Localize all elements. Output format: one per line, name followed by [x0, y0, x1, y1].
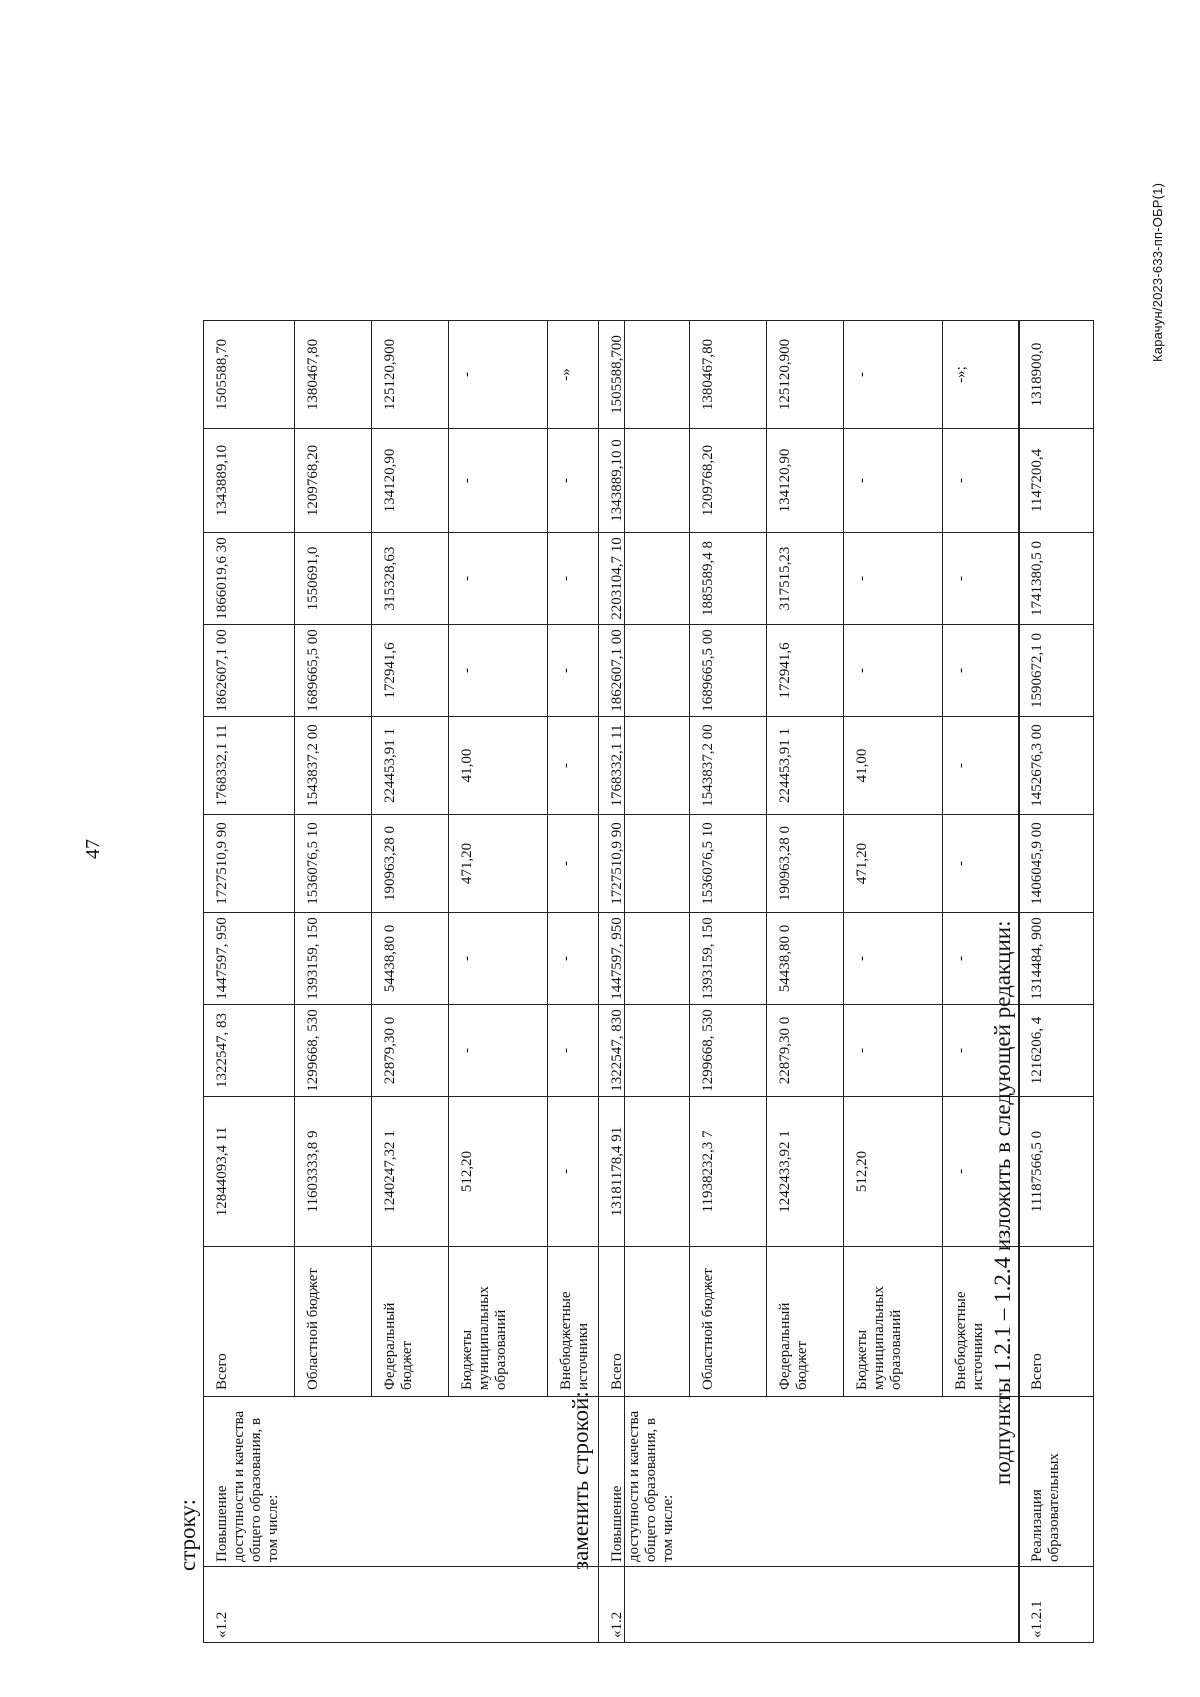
amount-cell: 512,20: [449, 1097, 548, 1247]
funding-source: Внебюджетные источники: [548, 1247, 625, 1397]
amount-cell: 172941,6: [372, 625, 449, 717]
amount-cell: 1343889,10: [204, 429, 295, 533]
amount-cell: 41,00: [844, 717, 943, 815]
amount-cell: -: [943, 913, 1020, 1005]
funding-source: Федеральный бюджет: [767, 1247, 844, 1397]
amount-cell: -: [449, 913, 548, 1005]
amount-cell: 1550691,0: [295, 533, 372, 625]
amount-cell: -»: [548, 321, 625, 429]
amount-cell: 134120,90: [372, 429, 449, 533]
amount-cell: 1393159, 150: [690, 913, 767, 1005]
amount-cell: -: [943, 533, 1020, 625]
amount-cell: 512,20: [844, 1097, 943, 1247]
amount-cell: 1322547, 830: [599, 1005, 690, 1097]
table-old-row: [203, 320, 625, 1643]
amount-cell: 1727510,9 90: [599, 815, 690, 913]
amount-cell: 1862607,1 00: [204, 625, 295, 717]
amount-cell: 1343889,10 0: [599, 429, 690, 533]
amount-cell: -: [548, 1005, 625, 1097]
amount-cell: 1322547, 83: [204, 1005, 295, 1097]
amount-cell: -: [548, 625, 625, 717]
amount-cell: 1299668, 530: [295, 1005, 372, 1097]
amount-cell: -: [449, 625, 548, 717]
amount-cell: 1741380,5 0: [1019, 533, 1094, 625]
table-row: [1019, 321, 1094, 1643]
caption-before: строку:: [175, 1499, 200, 1571]
amount-cell: -: [449, 321, 548, 429]
amount-cell: 1240247,32 1: [372, 1097, 449, 1247]
amount-cell: 1380467,80: [690, 321, 767, 429]
amount-cell: -: [844, 1005, 943, 1097]
document-code: Карачун/2023-633-пп-ОБР(1): [1150, 182, 1165, 362]
amount-cell: 1768332,1 11: [599, 717, 690, 815]
amount-cell: 13181178,4 91: [599, 1097, 690, 1247]
amount-cell: 134120,90: [767, 429, 844, 533]
amount-cell: 1147200,4: [1019, 429, 1094, 533]
amount-cell: 1536076,5 10: [295, 815, 372, 913]
funding-source: Всего: [1019, 1247, 1094, 1397]
funding-source: Областной бюджет: [690, 1247, 767, 1397]
amount-cell: 1299668, 530: [690, 1005, 767, 1097]
amount-cell: 1209768,20: [690, 429, 767, 533]
funding-source: Бюджеты муниципальных образований: [449, 1247, 548, 1397]
amount-cell: -: [548, 533, 625, 625]
amount-cell: 1380467,80: [295, 321, 372, 429]
amount-cell: 1314484, 900: [1019, 913, 1094, 1005]
funding-source: Всего: [599, 1247, 690, 1397]
table-row: [204, 321, 295, 1643]
amount-cell: 1452676,3 00: [1019, 717, 1094, 815]
amount-cell: 1242433,92 1: [767, 1097, 844, 1247]
page-number: 47: [82, 839, 104, 859]
funding-source: Внебюджетные источники: [943, 1247, 1020, 1397]
amount-cell: 1318900,0: [1019, 321, 1094, 429]
amount-cell: 54438,80 0: [372, 913, 449, 1005]
amount-cell: 317515,23: [767, 533, 844, 625]
amount-cell: 11187566,5 0: [1019, 1097, 1094, 1247]
item-code: «1.2: [599, 1567, 1020, 1643]
amount-cell: 1447597, 950: [599, 913, 690, 1005]
amount-cell: 2203104,7 10: [599, 533, 690, 625]
table-new-row: [598, 320, 1020, 1643]
amount-cell: 12844093,4 11: [204, 1097, 295, 1247]
amount-cell: -: [548, 717, 625, 815]
amount-cell: 1209768,20: [295, 429, 372, 533]
amount-cell: 190963,28 0: [372, 815, 449, 913]
amount-cell: 1447597, 950: [204, 913, 295, 1005]
amount-cell: -: [844, 429, 943, 533]
amount-cell: -: [548, 815, 625, 913]
amount-cell: -: [449, 1005, 548, 1097]
amount-cell: 22879,30 0: [767, 1005, 844, 1097]
amount-cell: -: [548, 1097, 625, 1247]
amount-cell: 1768332,1 11: [204, 717, 295, 815]
amount-cell: 1689665,5 00: [690, 625, 767, 717]
caption-replace: заменить строкой:: [568, 1391, 593, 1570]
amount-cell: 1505588,700: [599, 321, 690, 429]
amount-cell: 1543837,2 00: [295, 717, 372, 815]
amount-cell: -: [449, 429, 548, 533]
amount-cell: -: [844, 533, 943, 625]
amount-cell: -: [844, 321, 943, 429]
amount-cell: 22879,30 0: [372, 1005, 449, 1097]
item-code: «1.2.1: [1019, 1567, 1094, 1643]
amount-cell: -: [449, 533, 548, 625]
amount-cell: -: [943, 429, 1020, 533]
amount-cell: -: [943, 1005, 1020, 1097]
amount-cell: 54438,80 0: [767, 913, 844, 1005]
amount-cell: -»;: [943, 321, 1020, 429]
amount-cell: -: [548, 429, 625, 533]
amount-cell: 1885589,4 8: [690, 533, 767, 625]
amount-cell: 125120,900: [767, 321, 844, 429]
item-name: Повышение доступности и качества общего образования, в том числе:: [599, 1397, 1020, 1567]
amount-cell: 315328,63: [372, 533, 449, 625]
amount-cell: 190963,28 0: [767, 815, 844, 913]
funding-source: Всего: [204, 1247, 295, 1397]
item-name: Реализация образовательных: [1019, 1397, 1094, 1567]
amount-cell: 11603333,8 9: [295, 1097, 372, 1247]
amount-cell: 1866019,6 30: [204, 533, 295, 625]
amount-cell: 41,00: [449, 717, 548, 815]
amount-cell: 1727510,9 90: [204, 815, 295, 913]
item-name: Повышение доступности и качества общего образования, в том числе:: [204, 1397, 625, 1567]
amount-cell: -: [943, 815, 1020, 913]
amount-cell: 1536076,5 10: [690, 815, 767, 913]
amount-cell: 471,20: [844, 815, 943, 913]
amount-cell: -: [844, 625, 943, 717]
caption-subitems: подпункты 1.2.1 – 1.2.4 изложить в следующей редакции:: [990, 920, 1015, 1485]
amount-cell: 1862607,1 00: [599, 625, 690, 717]
amount-cell: 11938232,3 7: [690, 1097, 767, 1247]
amount-cell: 172941,6: [767, 625, 844, 717]
amount-cell: 1543837,2 00: [690, 717, 767, 815]
amount-cell: 224453,91 1: [767, 717, 844, 815]
amount-cell: 1393159, 150: [295, 913, 372, 1005]
table-subitem-1-2-1: [1018, 320, 1094, 1643]
amount-cell: 224453,91 1: [372, 717, 449, 815]
table-row: [599, 321, 690, 1643]
funding-source: Федеральный бюджет: [372, 1247, 449, 1397]
amount-cell: -: [548, 913, 625, 1005]
amount-cell: 125120,900: [372, 321, 449, 429]
amount-cell: 1689665,5 00: [295, 625, 372, 717]
amount-cell: -: [943, 1097, 1020, 1247]
amount-cell: 1590672,1 0: [1019, 625, 1094, 717]
amount-cell: 1216206, 4: [1019, 1005, 1094, 1097]
amount-cell: 471,20: [449, 815, 548, 913]
amount-cell: -: [844, 913, 943, 1005]
amount-cell: -: [943, 717, 1020, 815]
amount-cell: -: [943, 625, 1020, 717]
amount-cell: 1505588,70: [204, 321, 295, 429]
funding-source: Областной бюджет: [295, 1247, 372, 1397]
funding-source: Бюджеты муниципальных образований: [844, 1247, 943, 1397]
amount-cell: 1406045,9 00: [1019, 815, 1094, 913]
item-code: «1.2: [204, 1567, 625, 1643]
